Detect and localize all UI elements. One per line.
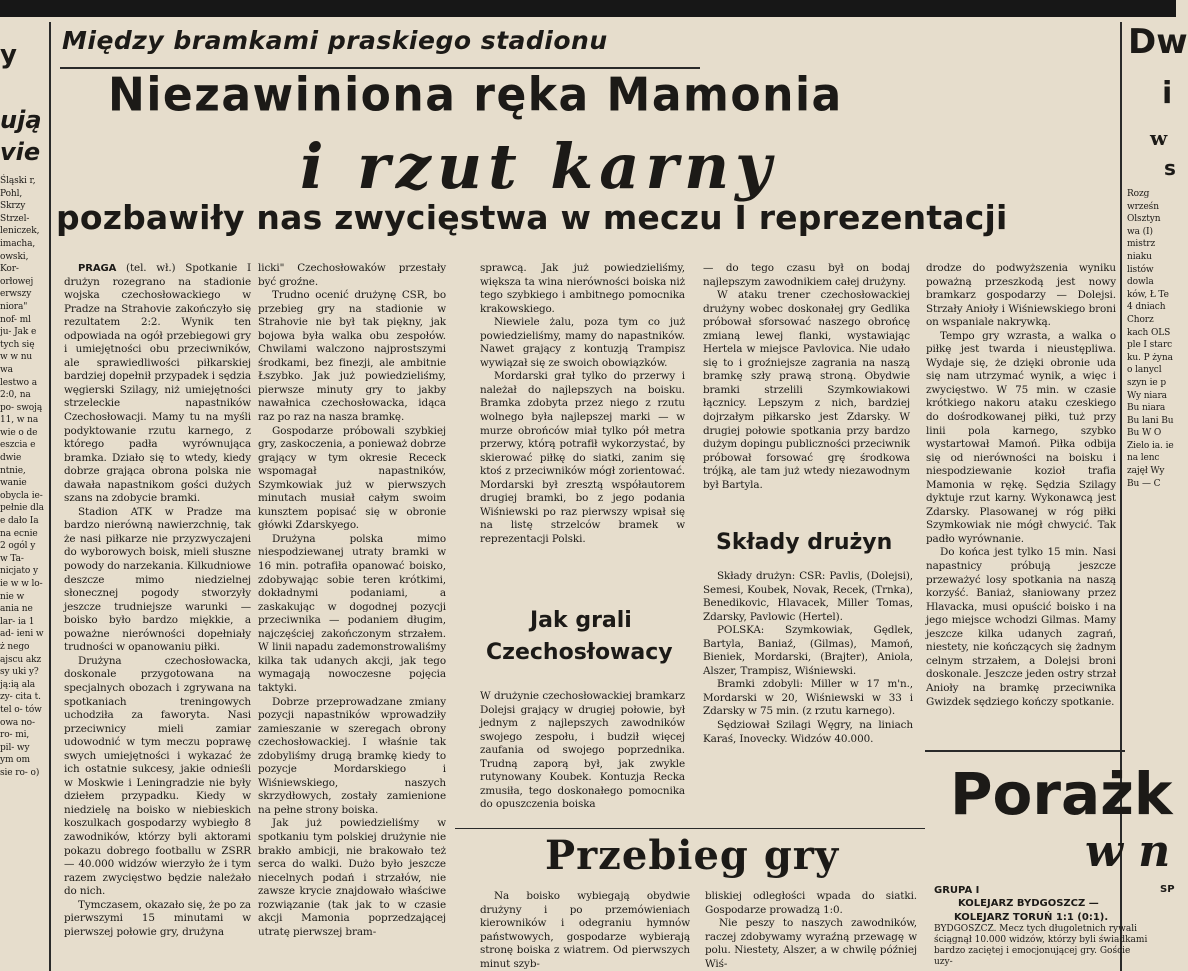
article-column-4 — [703, 262, 910, 522]
paragraph — [480, 316, 685, 370]
paragraph-text: Drużyna polska mimo niespodziewanej utraty bramki w 16 min. potrafiła opanować boisko, zdobywając sobie teren krótkimi, dokładnymi podaniami, a zaskakując w dogodnej pozycji przeciwnika — podaniem długim, najczęściej zakończonym strzałem. W linii napadu zademonstrowaliśmy kilka tak udanych akcji, jak tego wymagają nowoczesne pojęcia taktyki. — [258, 532, 446, 694]
paragraph-text: — do tego czasu był on bodaj najlepszym zawodnikiem całej drużyny. — [703, 262, 910, 288]
paragraph — [703, 719, 913, 746]
paragraph — [703, 262, 910, 289]
paragraph-text: Jak już powiedzieliśmy w spotkaniu tym polskiej drużynie nie brakło ambicji, nie brakowało też serca do walki. Dużo było jeszcze niecelnych podań i strzałów, nie zawsze krycie znajdowało właściwe rozwiązanie (tak jak to w czasie akcji Mamonia poprzedzającej utratę pierwszej bram- — [258, 817, 446, 938]
sklady-heading: Składy drużyn — [716, 530, 893, 555]
paragraph-text: drodze do podwyższenia wyniku poważną przeszkodą jest nowy bramkarz gospodarzy — Dolejsi. Strzały Anioły i Wiśniewskiego broni on wspaniale nakrywką. — [926, 262, 1116, 329]
left-edge-column: Śląski r, Pohl, Skrzy Strzel- leniczek, imacha, owski, Kor- orłowej erwszy niora" nof- ml ju- Jak e tych się w w nu wa lestwo a 2:0, na po- swoją 11, w na wie o de eszcia e dwie ntnie, wanie obycla ie- pełnie dla e dało Ia na ecnie 2 ogól y w Ta- nicjato y ie w w lo- nie w ania ne lar- ia 1 ad- ieni w ż nego ajscu akz sy uki y? ją:ią ala zy- cita t. tel o- tów owa no- ro- mi, pil- wy ym om sie ro- o) — [0, 176, 44, 778]
paragraph-text: Gospodarze próbowali szybkiej gry, zaskoczenia, a ponieważ dobrze grający w tym okresie Receck wspomagał napastników, Szymkowiak już w pierwszych minutach musiał całym swoim kunsztem popisać się w obronie główki Zdarskyego. — [258, 424, 446, 532]
paragraph-text: Bramki zdobyli: Miller w 17 m'n., Mordarski w 20, Wiśniewski w 33 i Zdarsky w 75 min. (z rzutu karnego). — [703, 678, 913, 718]
right-edge-heading-3: w — [1150, 126, 1168, 150]
paragraph-text: Składy drużyn: CSR: Pavlis, (Dolejsi), Semesi, Koubek, Novak, Recek, (Trnka), Benedikovic, Hlavacek, Miller Tomas, Zdarsky, Pavlowic (Hertel). — [703, 570, 913, 623]
paragraph-text: licki" Czechosłowaków przestały być groźne. — [258, 262, 446, 288]
paragraph-text: Sędziował Szilagi Węgry, na liniach Karaś, Inovecky. Widzów 40.000. — [703, 719, 913, 745]
paragraph — [480, 690, 685, 812]
headline-line-3: pozbawiły nas zwycięstwa w meczu I reprezentacji — [56, 198, 1008, 237]
paragraph — [480, 890, 690, 971]
dateline: PRAGA — [78, 263, 117, 274]
left-edge-fragment: y — [0, 40, 17, 70]
right-edge-heading-2: i — [1162, 76, 1173, 111]
paragraph-text: bliskiej odległości wpada do siatki. Gospodarze prowadzą 1:0. — [705, 890, 917, 916]
paragraph — [703, 289, 910, 492]
grupa-section — [934, 884, 1176, 971]
headline-line-1: Niezawiniona ręka Mamonia — [108, 68, 843, 123]
przebieg-heading: Przebieg gry — [545, 832, 840, 879]
paragraph — [258, 817, 446, 939]
paragraph — [64, 262, 251, 506]
paragraph — [64, 506, 251, 655]
sklady-section — [703, 570, 913, 826]
bottom-right-rule — [925, 750, 1125, 752]
paragraph — [703, 624, 913, 678]
paragraph — [703, 678, 913, 719]
paragraph — [705, 890, 917, 917]
paragraph-text: Mordarski grał tylko do przerwy i należał do najlepszych na boisku. Bramka zdobyta przez niego z rzutu wolnego była najlepszej marki — w murze obrońców miał tylko pół metra przerwy, którą potrafił wykorzystać, by skierować piłkę do siatki, zanim się ktoś z przeciwników mógł zorientować. Mordarski był zresztą współautorem drugiej bramki, bo z jego podania Wiśniewski po raz pierwszy wpisał się na listę strzelców bramek w reprezentacji Polski. — [480, 370, 685, 545]
paragraph-text: W ataku trener czechosłowackiej drużyny wobec doskonałej gry Gedlika próbował sforsować naszego obrońcę zmianą lewej flanki, wystawiając Hertela w miejsce Pavlovica. Nie udało się to i groźniejsze zagrania na naszą bramkę szły prawą stroną. Obydwie bramki strzelili Szymkowiakowi łącznicy. Lepszym z nich, bardziej dojrzałym piłkarsko jest Zdarsky. W drugiej połowie spotkania przy bardzo dużym dopingu publiczności przeciwnik próbował forsować grę środkowa trójką, ale tam już wtedy niezawodnym był Bartyla. — [703, 289, 910, 491]
paragraph — [258, 696, 446, 818]
paragraph — [258, 533, 446, 696]
paragraph-text: Dobrze przeprowadzane zmiany pozycji napastników wprowadziły zamieszanie w szeregach obrony czechosłowackiej. I właśnie tak zdobyliśmy drugą bramkę kiedy to pozycje Mordarskiego i Wiśniewskiego, naszych skrzydłowych, zostały zamienione na pełne strony boiska. — [258, 695, 446, 816]
right-edge-heading: Dw — [1128, 22, 1188, 62]
paragraph — [64, 899, 251, 940]
paragraph-text: Nie peszy to naszych zawodników, raczej zdobywamy wyraźną przewagę w polu. Niestety, Alszer, a w chwilę później Wiś- — [705, 917, 917, 970]
paragraph-text: Stadion ATK w Pradze ma bardzo nierówną nawierzchnię, tak że nasi piłkarze nie przyzwyczajeni do wyborowych boisk, mieli słuszne powody do narzekania. Kilkudniowe deszcze mimo niedzielnej słonecznej pogody stworzyły jeszcze trudniejsze warunki — boisko było bardzo miękkie, a poważne nierówności dopełniały trudności w opanowaniu piłki. — [64, 505, 251, 654]
right-edge-heading-4: s — [1164, 156, 1176, 180]
paragraph — [258, 425, 446, 533]
article-column-2 — [258, 262, 446, 971]
paragraph-text: Drużyna czechosłowacka, doskonale przygotowana na specjalnych obozach i zgrywana na spotkaniach treningowych uchodziła za faworyta. Nasi przeciwnicy mieli zamiar udowodnić w tym meczu poprawę swych umiejętności i wykazać że ich ostatnie sukcesy, jakie odnieśli w Moskwie i Leningradzie nie były dziełem przypadku. Kiedy w niedzielę na boisko w niebieskich koszulkach gospodarzy wybiegło 8 zawodników, którzy byli aktorami pokazu dobrego footballu w ZSRR — 40.000 widzów wierzyło że i tym razem zwycięstwo będzie należało do nich. — [64, 654, 251, 898]
bydgoszcz-text: BYDGOSZCZ. Mecz tych długoletnich rywali ściągnął 10.000 widzów, którzy byli świadkami bardzo zaciętej i emocjonującej gry. Goście uzy- — [934, 923, 1148, 967]
article-column-3b — [480, 690, 685, 838]
paragraph-text: Na boisko wybiegają obydwie drużyny i po przemówieniach kierowników i odegraniu hymnów państwowych, gospodarze wybierają stronę boiska z wiatrem. Od pierwszych minut szyb- — [480, 890, 690, 970]
article-column-5 — [926, 262, 1116, 732]
article-column-3 — [480, 262, 685, 622]
kolejarz-line-2: KOLEJARZ TORUŃ 1:1 (0:1). — [954, 911, 1109, 923]
kicker-heading: Między bramkami praskiego stadionu — [62, 26, 608, 55]
paragraph — [703, 570, 913, 624]
right-edge-column: Rozg wrześn Olsztyn wa (I) mistrz niaku listów dowla ków, Ł Te 4 dniach Chorz kach OLS ple I starc ku. P żyna o lanycl szyn ie p Wy niara Bu niara Bu lani Bu Bu W O Zielo ia. ie na lenc zajęł Wy Bu — C — [1127, 189, 1174, 489]
przebieg-column-1 — [480, 890, 690, 971]
przebieg-column-2 — [705, 890, 917, 971]
article-column-1 — [64, 262, 251, 971]
porazka-heading: Porażk — [950, 760, 1173, 828]
paragraph-text: Niewiele żalu, poza tym co już powiedzieliśmy, mamy do napastników. Nawet grający z kontuzją Trampisz wywiązał się ze swoich obowiązków. — [480, 316, 685, 369]
right-edge-sp: SP — [1160, 884, 1175, 895]
porazka-heading-2: w n — [1085, 826, 1171, 877]
paragraph — [926, 330, 1116, 547]
paragraph-text: Trudno ocenić drużynę CSR, bo przebieg gry na stadionie w Strahovie nie był tak piękny, jak bojowa była walka obu zespołów. Chwilami walczono najprostszymi środkami, bez finezji, ale ambitnie Łszybko. Jak już powiedzieliśmy, pierwsze minuty gry to jakby nawałnica czechosłowacka, idąca raz po raz na nasza bramkę. — [258, 289, 446, 424]
paragraph-text: Tymczasem, okazało się, że po za pierwszymi 15 minutami w pierwszej połowie gry, drużyna — [64, 898, 251, 938]
paragraph-text: sprawcą. Jak już powiedzieliśmy, większa ta wina nierówności boiska niż tego szybkiego i ambitnego pomocnika krakowskiego. — [480, 262, 685, 315]
paragraph — [705, 917, 917, 971]
paragraph-text: (tel. wł.) Spotkanie I drużyn rozegrano na stadionie wojska czechosłowackiego w Pradze na Strahovie zakończyło się rezultatem 2:2. Wynik ten odpowiada na ogół przebiegowi gry i umiejętności obu przeciwników, ale sprawiedliwości piłkarskiej bardziej dopełnił przypadek i sędzia węgierski Szilagy, niż umiejętności strzeleckie napastników Czechosłowacji. Mamy tu na myśli podyktowanie rzutu karnego, z którego padła wyrównująca bramka. Działo się to wtedy, kiedy dobrze grająca obrona polska nie dawała napastnikom gości dużych szans na zdobycie bramki. — [64, 262, 251, 505]
paragraph — [926, 262, 1116, 330]
paragraph — [480, 370, 685, 546]
left-edge-heading: ują vie — [0, 106, 42, 166]
left-column-rule — [49, 22, 51, 971]
headline-line-2: i rzut karny — [300, 130, 778, 203]
grupa-title: GRUPA I — [934, 885, 980, 896]
paragraph — [926, 546, 1116, 709]
paragraph — [64, 655, 251, 899]
top-edge-band — [0, 0, 1176, 17]
paragraph-text: W drużynie czechosłowackiej bramkarz Dolejsi grający w drugiej połowie, był jednym z najlepszych zawodników swojego zespołu, i budził więcej zaufania od swojego poprzednika. Trudną zaporą był, jak zwykle rutynowany Koubek. Kontuzja Recka zmusiła, tego doskonałego pomocnika do opuszczenia boiska — [480, 690, 685, 811]
paragraph — [480, 262, 685, 316]
paragraph-text: Tempo gry wzrasta, a walka o piłkę jest twarda i nieustępliwa. Wydaje się, że dzięki obronie uda się nam utrzymać wynik, a więc i zwycięstwo. W 75 min. w czasie krótkiego nakoru ataku czeskiego do dośrodkowanej piłki, tuż przy linii pola karnego, szybko wystartował Mamoń. Piłka odbija się od nierówności na boisku i niespodziewanie kozioł trafia Mamonia w rękę. Sędzia Szilagy dyktuje rzut karny. Wykonawcą jest Zdarsky. Plasowanej w róg piłki Szymkowiak nie mógł chwycić. Tak padło wyrównanie. — [926, 329, 1116, 545]
czechoslowacy-heading: Czechosłowacy — [486, 640, 673, 665]
paragraph-text: POLSKA: Szymkowiak, Gędlek, Bartyla, Baniaź, (Gilmas), Mamoń, Bieniek, Mordarski, (Brajter), Aniola, Alszer, Trampisz, Wiśniewski. — [703, 624, 913, 677]
jak-grali-heading: Jak grali — [530, 608, 632, 633]
paragraph — [258, 289, 446, 424]
paragraph-text: Do końca jest tylko 15 min. Nasi napastnicy próbują jeszcze przeważyć losy spotkania na naszą korzyść. Baniaż, słaniowany przez Hlavacka, musi opuścić boisko i na jego miejsce wchodzi Gilmas. Mamy jeszcze kilka udanych zagrań, niestety, nie kończących się żadnym celnym strzałem, a Dolejsi broni doskonale. Jeszcze jeden ostry strzał Anioły na bramkę przeciwnika Gwizdek sędziego kończy spotkanie. — [926, 546, 1116, 708]
paragraph — [258, 262, 446, 289]
kolejarz-line-1: KOLEJARZ BYDGOSZCZ — — [958, 898, 1099, 910]
